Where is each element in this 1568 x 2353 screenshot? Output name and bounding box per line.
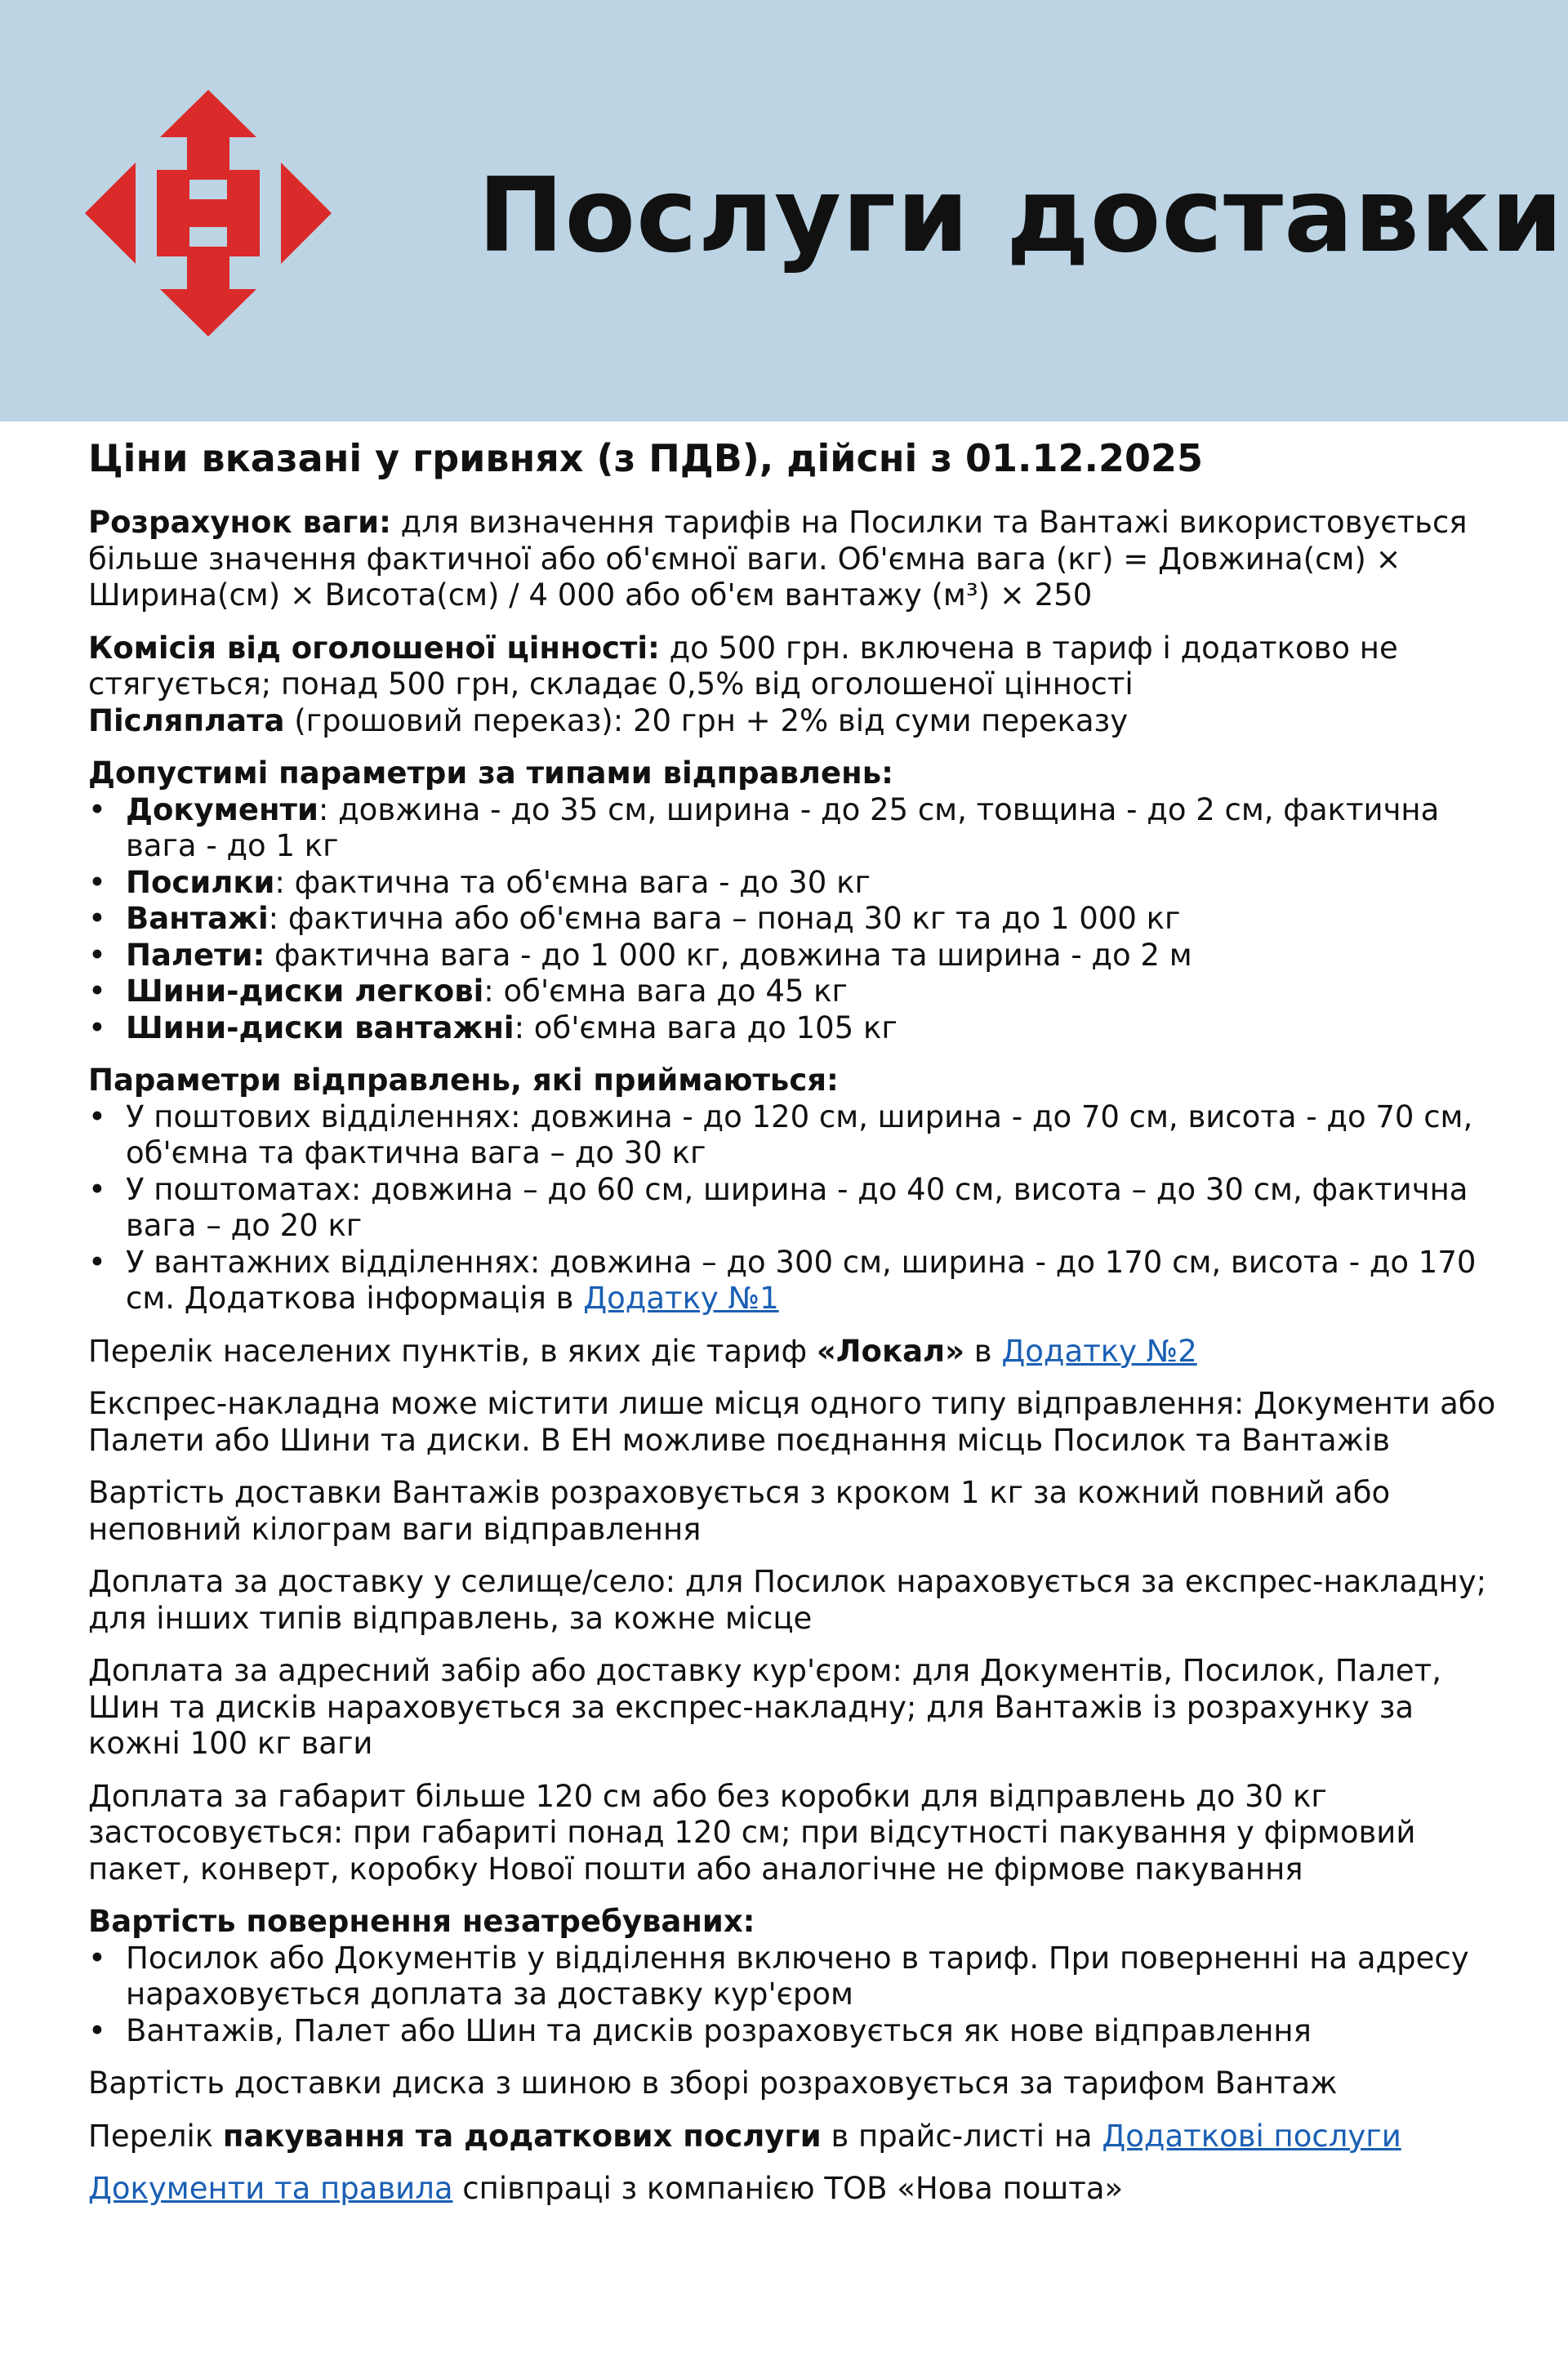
packaging-mid: в прайс-листі на xyxy=(821,2118,1102,2154)
list-item xyxy=(88,1010,1509,1047)
list-item xyxy=(88,1245,1509,1317)
cargo-step-paragraph: Вартість доставки Вантажів розраховується з кроком 1 кг за кожний повний або неповний кілограм ваги відправлення xyxy=(88,1475,1391,1547)
documents-paragraph xyxy=(88,2171,1509,2208)
content xyxy=(88,435,1509,2224)
list-item: • У поштоматах: довжина – до 60 см, ширина - до 40 см, висота – до 30 см, фактична вага – до 20 кг xyxy=(88,1172,1509,1245)
appendix-1-link[interactable]: Додатку №1 xyxy=(583,1281,779,1316)
list-item xyxy=(88,865,1509,902)
packaging-bold: пакування та додаткових послуги xyxy=(222,2118,822,2154)
allowed-params-list xyxy=(88,792,1509,1047)
packaging-prefix: Перелік xyxy=(88,2118,223,2154)
item-text: : фактична або об'ємна вага – понад 30 кг та до 1 000 кг xyxy=(268,901,1181,936)
express-waybill-paragraph: Експрес-накладна може містити лише місця одного типу відправлення: Документи або Палети або Шини та диски. В ЕН можливе поєднання місць Посилок та Вантажів xyxy=(88,1386,1496,1458)
additional-services-link[interactable]: Додаткові послуги xyxy=(1102,2118,1401,2154)
returns-title: Вартість повернення незатребуваних: xyxy=(88,1904,755,1939)
page-header xyxy=(0,0,1568,421)
tire-disk-paragraph: Вартість доставки диска з шиною в зборі розраховується за тарифом Вантаж xyxy=(88,2066,1338,2101)
accepted-params-list xyxy=(88,1099,1509,1317)
list-item xyxy=(88,901,1509,938)
local-tariff-paragraph xyxy=(88,1334,1509,1370)
item-label: Палети: xyxy=(126,937,265,973)
weight-label: Розрахунок ваги: xyxy=(88,505,391,540)
weight-calculation-paragraph xyxy=(88,505,1509,614)
price-validity-subtitle: Ціни вказані у гривнях (з ПДВ), дійсні з 01.12.2025 xyxy=(88,436,1204,480)
local-prefix: Перелік населених пунктів, в яких діє тариф xyxy=(88,1333,817,1369)
local-tariff-name: «Локал» xyxy=(816,1333,965,1369)
appendix-2-link[interactable]: Додатку №2 xyxy=(1001,1333,1197,1369)
item-text: У вантажних відділеннях: довжина – до 300 см, ширина - до 170 см, висота - до 170 см. Додаткова інформація в xyxy=(126,1244,1477,1316)
cod-text: (грошовий переказ): 20 грн + 2% від суми переказу xyxy=(284,702,1129,738)
accepted-params-title: Параметри відправлень, які приймаються: xyxy=(88,1063,839,1098)
oversize-surcharge-paragraph: Доплата за габарит більше 120 см або без коробки для відправлень до 30 кг застосовується: при габариті понад 120 см; при відсутності пакування у фірмовий пакет, конверт, коробку Нової пошти або аналогічне не фірмове пакування xyxy=(88,1778,1416,1887)
documents-rules-link[interactable]: Документи та правила xyxy=(88,2171,453,2206)
item-text: : фактична та об'ємна вага - до 30 кг xyxy=(274,864,871,900)
list-item: • Посилок або Документів у відділення включено в тариф. При поверненні на адресу нараховується доплата за доставку кур'єром xyxy=(88,1941,1509,2013)
item-label: Шини-диски легкові xyxy=(126,974,484,1009)
list-item: • У поштових відділеннях: довжина - до 120 см, ширина - до 70 см, висота - до 70 см, об'ємна та фактична вага – до 30 кг xyxy=(88,1099,1509,1172)
list-item xyxy=(88,938,1509,974)
item-text: : об'ємна вага до 105 кг xyxy=(514,1009,898,1045)
commission-cod-paragraph xyxy=(88,631,1509,740)
local-mid: в xyxy=(964,1333,1002,1369)
page-title: Послуги доставки xyxy=(478,155,1564,275)
list-item xyxy=(88,792,1509,865)
item-text: фактична вага - до 1 000 кг, довжина та ширина - до 2 м xyxy=(265,937,1192,973)
item-text: : довжина - до 35 см, ширина - до 25 см, товщина - до 2 см, фактична вага - до 1 кг xyxy=(126,791,1440,863)
village-surcharge-paragraph: Доплата за доставку у селище/село: для Посилок нараховується за експрес-накладну; для інших типів відправлень, за кожне місце xyxy=(88,1564,1487,1636)
nova-poshta-logo-icon xyxy=(85,90,332,336)
item-label: Вантажі xyxy=(126,901,269,936)
commission-text: до 500 грн. включена в тариф і додатково не стягується; понад 500 грн, складає 0,5% від оголошеної цінності xyxy=(88,630,1398,702)
returns-list xyxy=(88,1941,1509,2050)
allowed-params-title: Допустимі параметри за типами відправлень: xyxy=(88,755,893,791)
courier-surcharge-paragraph: Доплата за адресний забір або доставку кур'єром: для Документів, Посилок, Палет, Шин та дисків нараховується за експрес-накладну; для Вантажів із розрахунку за кожні 100 кг ваги xyxy=(88,1653,1441,1761)
item-label: Документи xyxy=(126,791,318,827)
list-item: • Вантажів, Палет або Шин та дисків розраховується як нове відправлення xyxy=(88,2013,1509,2050)
item-text: : об'ємна вага до 45 кг xyxy=(483,974,848,1009)
cod-label: Післяплата xyxy=(88,702,285,738)
documents-text: співпраці з компанією ТОВ «Нова пошта» xyxy=(452,2171,1124,2206)
item-label: Посилки xyxy=(126,864,275,900)
commission-label: Комісія від оголошеної цінності: xyxy=(88,630,660,666)
weight-text: для визначення тарифів на Посилки та Вантажі використовується більше значення фактичної або об'ємної ваги. Об'ємна вага (кг) = Довжина(см) × Ширина(см) × Висота(см) / 4 000 або об'єм вантажу (м³) × 250 xyxy=(88,505,1468,613)
packaging-paragraph xyxy=(88,2119,1509,2155)
list-item xyxy=(88,974,1509,1010)
item-label: Шини-диски вантажні xyxy=(126,1009,514,1045)
